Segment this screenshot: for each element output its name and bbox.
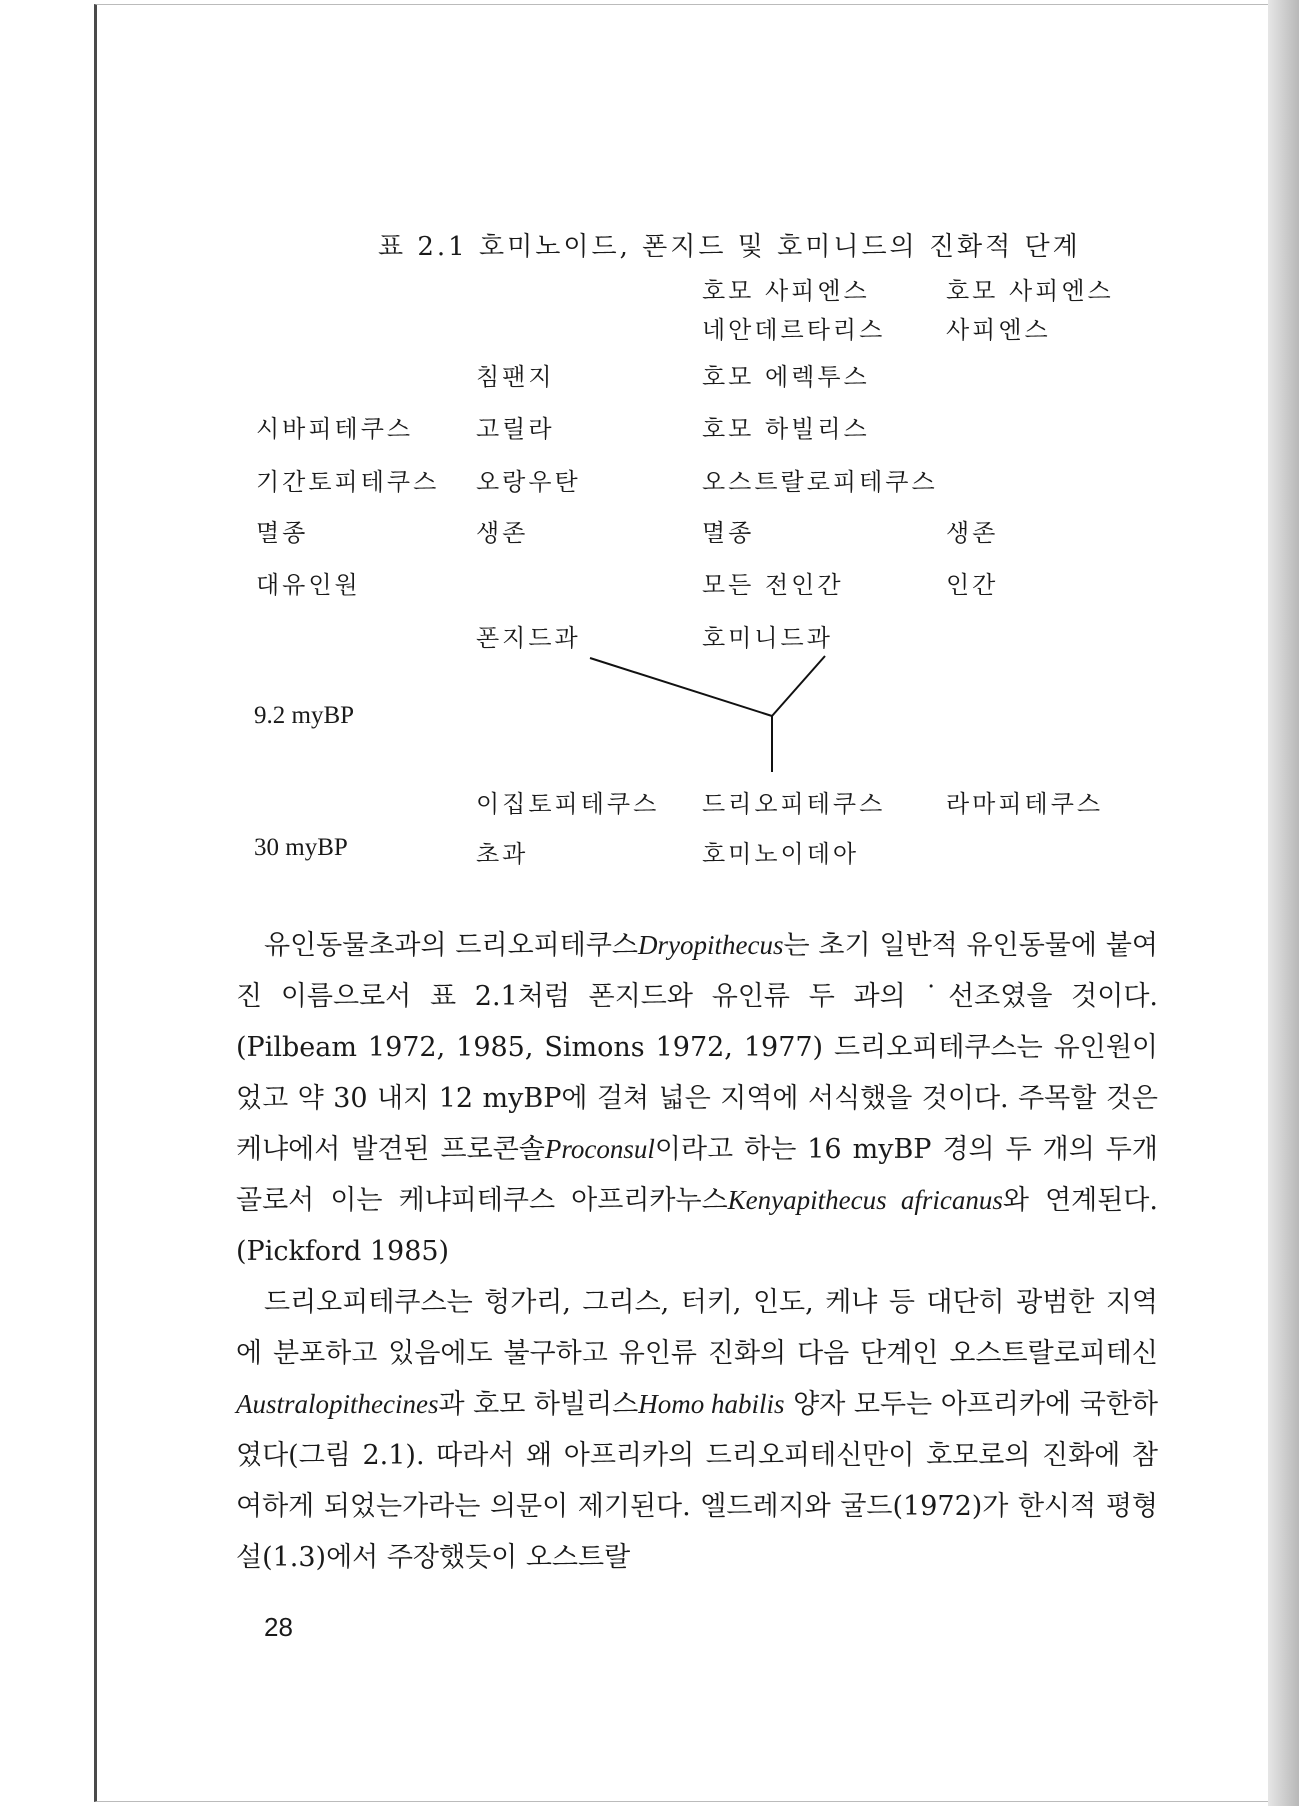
cell-australopithecus: 오스트랄로피테쿠스 [702,468,938,496]
cell-hominid: 호미니드과 [702,624,833,652]
cell-living-2: 생존 [946,519,999,547]
cell-superfamily: 초과 [476,840,529,868]
branch-hominid [772,656,825,716]
cell-sivapithecus: 시바피테쿠스 [256,415,414,443]
cell-aegyptopithecus: 이집토피테쿠스 [476,790,660,818]
cell-homo-sapiens-neanderthal-1: 호모 사피엔스 [702,277,870,305]
cell-homo-sapiens-sapiens-1: 호모 사피엔스 [946,277,1114,305]
cell-chimpanzee: 침팬지 [476,363,555,391]
cell-dryopithecus: 드리오피테쿠스 [702,790,886,818]
cell-hominoidea: 호미노이데아 [702,840,860,868]
cell-homo-habilis: 호모 하빌리스 [702,415,870,443]
cell-time-30: 30 myBP [254,834,348,861]
cell-great-ape: 대유인원 [256,571,361,599]
cell-homo-sapiens-sapiens-2: 사피엔스 [946,316,1051,344]
cell-all-prehumans: 모든 전인간 [702,571,844,599]
cell-living-1: 생존 [476,519,529,547]
cell-human: 인간 [946,571,999,599]
page-number: 28 [264,1612,293,1642]
cell-time-9-2: 9.2 myBP [254,702,355,729]
cell-pongid: 폰지드과 [476,624,581,652]
branch-pongid [590,658,772,716]
cell-gigantopithecus: 기간토피테쿠스 [256,468,440,496]
paragraph-2: 드리오피테쿠스는 헝가리, 그리스, 터키, 인도, 케냐 등 대단히 광범한 지역에 분포하고 있음에도 불구하고 유인류 진화의 다음 단계인 오스트랄로피테신Australopithecines과 호모 하빌리스Homo habilis 양자 모두는 아프리카에 국한하였다(그림 2.1). 따라서 왜 아프리카의 드리오피테신만이 호모로의 진화에 참여하게 되었는가라는 의문이 제기된다. 엘드레지와 굴드(1972)가 한시적 평형설(1.3)에서 주장했듯이 오스트랄 [236,1287,1158,1573]
cell-extinct-1: 멸종 [256,519,309,547]
paragraph-1: 유인동물초과의 드리오피테쿠스Dryopithecus는 초기 일반적 유인동물에 붙여진 이름으로서 표 2.1처럼 폰지드와 유인류 두 과의 ˙선조였을 것이다.(Pilbeam 1972, 1985, Simons 1972, 1977) 드리오피테쿠스는 유인원이었고 약 30 내지 12 myBP에 걸쳐 넓은 지역에 서식했을 것이다. 주목할 것은 케냐에서 발견된 프로콘솔Proconsul이라고 하는 16 myBP 경의 두 개의 두개골로서 이는 케냐피테쿠스 아프리카누스Kenyapithecus africanus와 연계된다.(Pickford 1985) [236,930,1158,1267]
cell-homo-erectus: 호모 에렉투스 [702,363,870,391]
cell-ramapithecus: 라마피테쿠스 [946,790,1104,818]
body-text [236,920,1158,1583]
cell-homo-sapiens-neanderthal-2: 네안데르타리스 [702,316,886,344]
cell-orangutan: 오랑우탄 [476,468,581,496]
cell-gorilla: 고릴라 [476,415,555,443]
table-caption: 표 2.1 호미노이드, 폰지드 및 호미니드의 진화적 단계 [378,232,1081,262]
cell-extinct-2: 멸종 [702,519,755,547]
